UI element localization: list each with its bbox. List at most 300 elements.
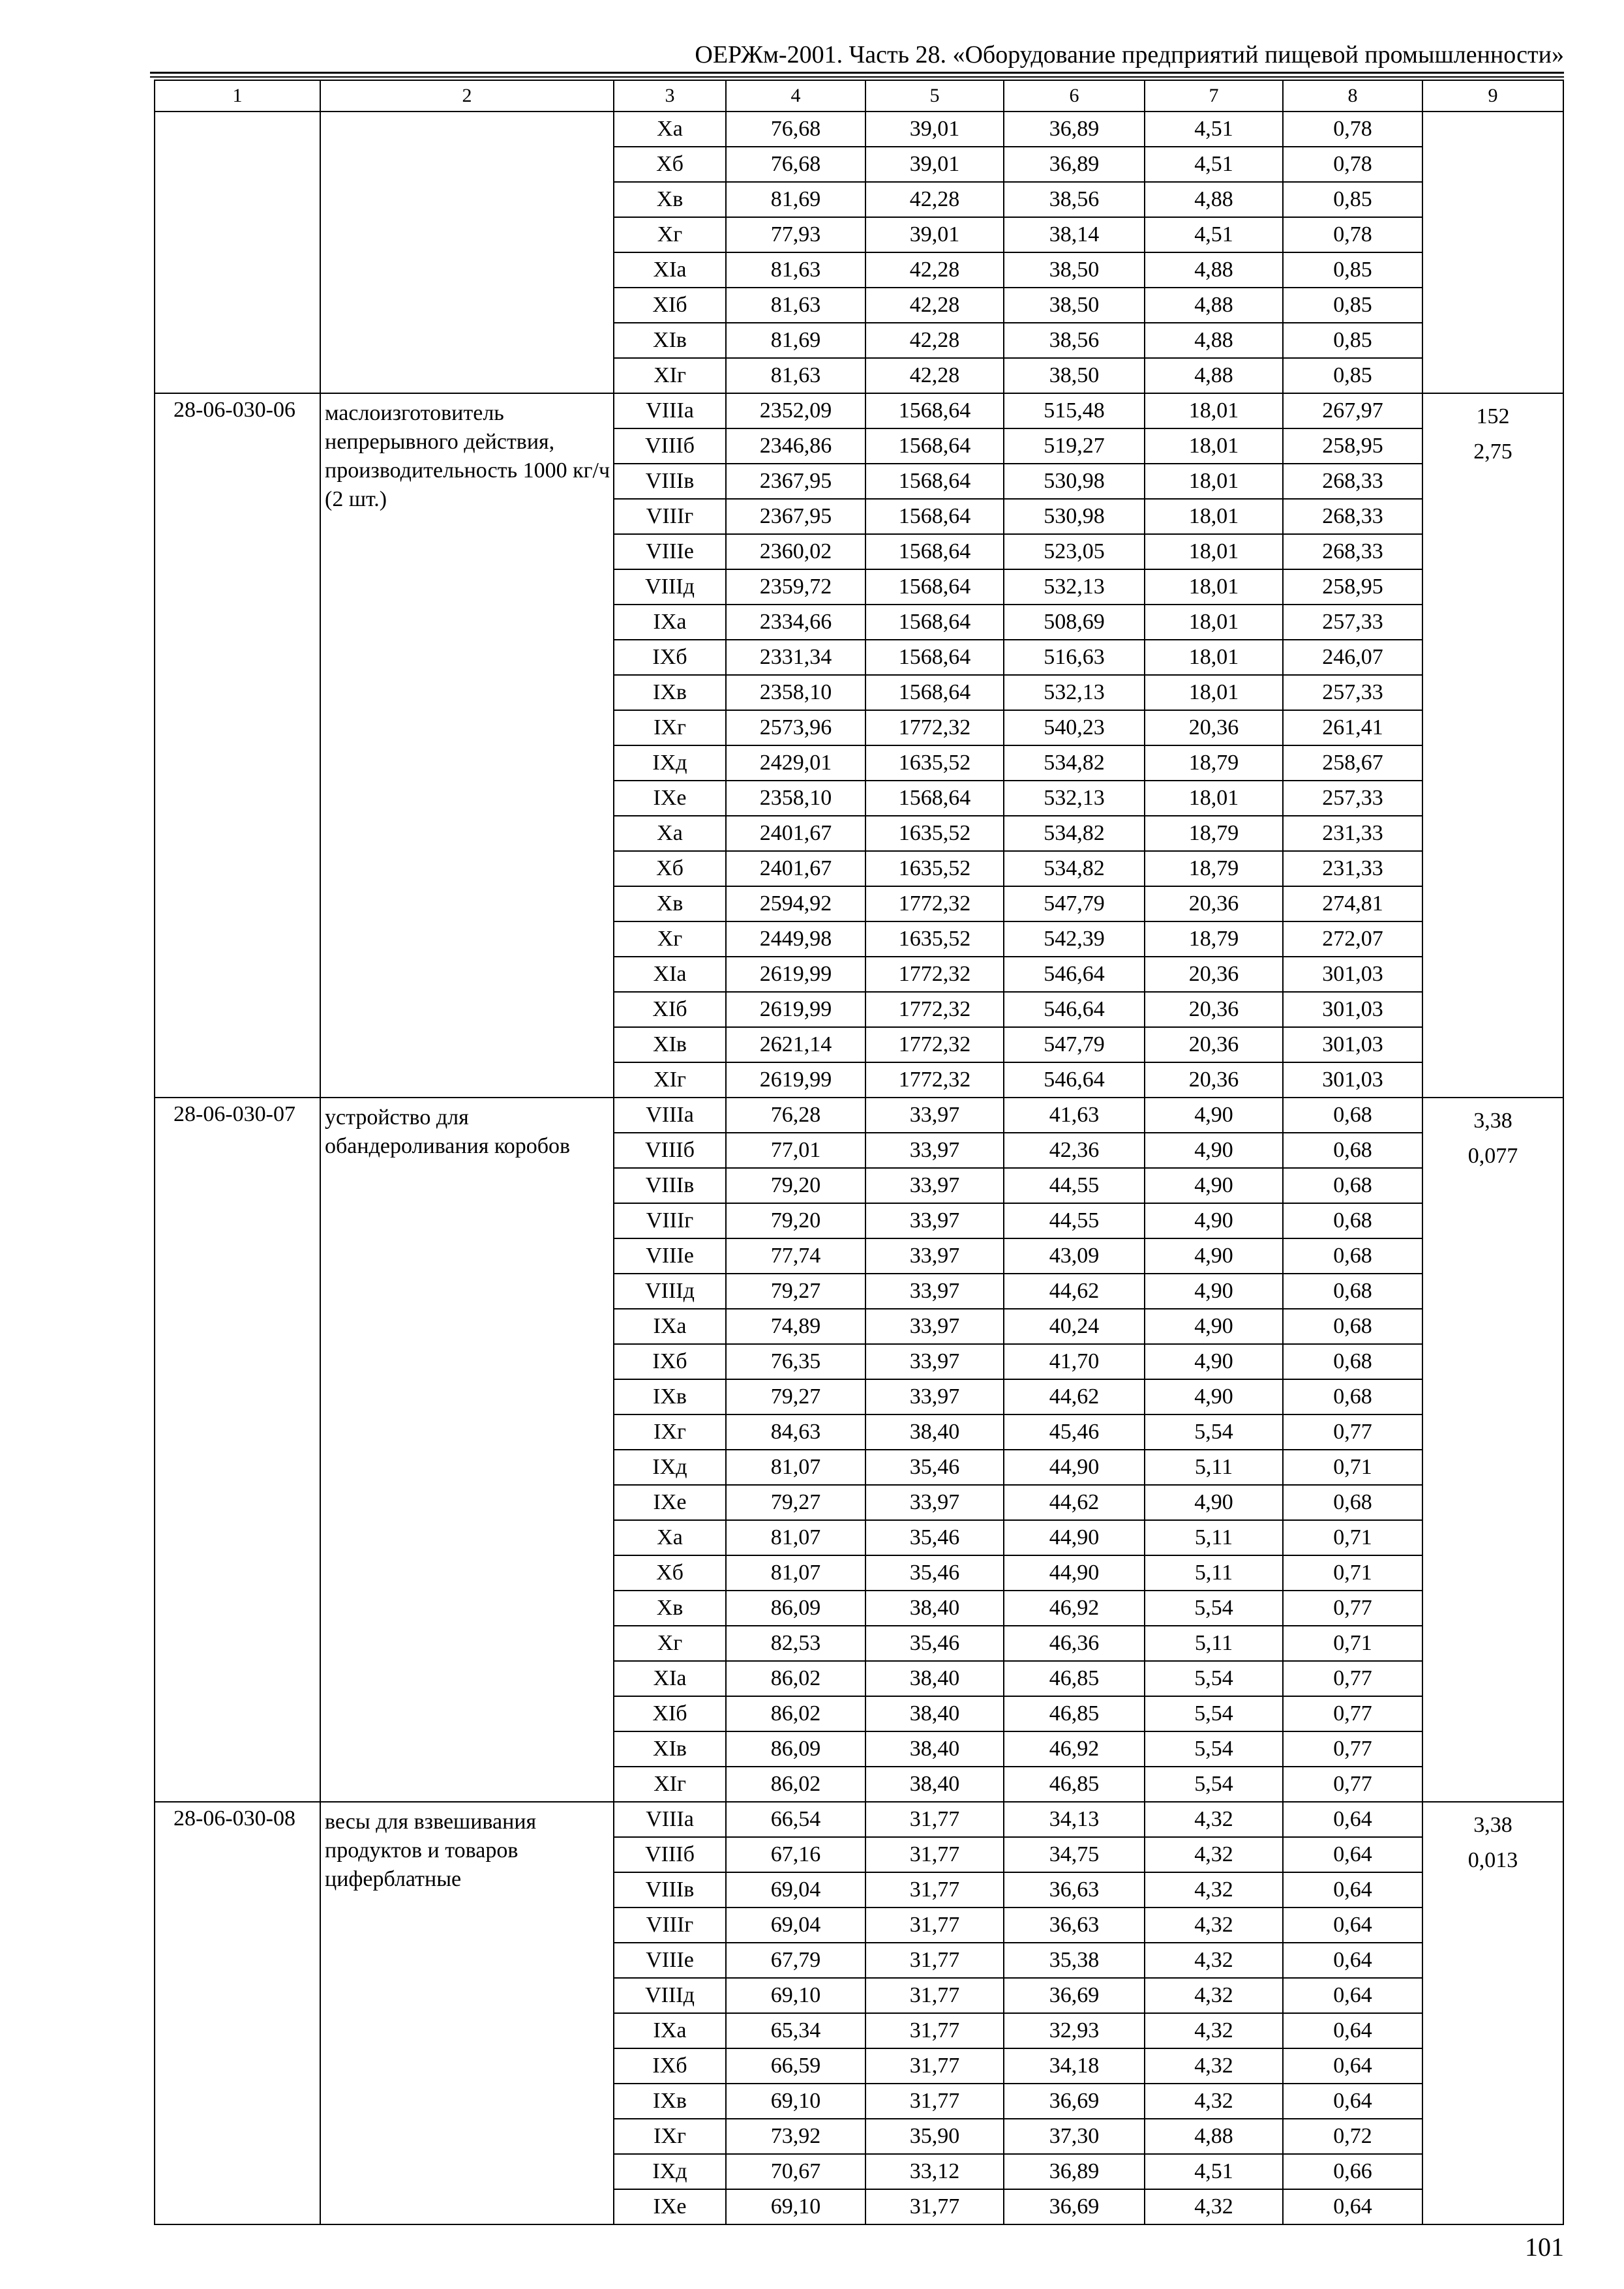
value-cell: 540,23 — [1004, 710, 1145, 745]
value-cell: 0,77 — [1283, 1696, 1422, 1731]
value-cell: 2367,95 — [726, 464, 865, 499]
column-9-cell — [1422, 393, 1563, 1098]
zone-cell: Xa — [614, 816, 726, 851]
value-cell: 20,36 — [1145, 886, 1283, 921]
value-cell: 44,90 — [1004, 1450, 1145, 1485]
zone-cell: Xг — [614, 921, 726, 957]
value-cell: 0,64 — [1283, 1802, 1422, 1837]
column-number-4: 4 — [726, 80, 865, 112]
value-cell: 2621,14 — [726, 1027, 865, 1062]
value-cell: 31,77 — [865, 1872, 1004, 1908]
value-cell: 79,27 — [726, 1485, 865, 1520]
value-cell: 2367,95 — [726, 499, 865, 534]
zone-cell: IXв — [614, 2084, 726, 2119]
value-cell: 0,71 — [1283, 1555, 1422, 1591]
value-cell: 2573,96 — [726, 710, 865, 745]
zone-cell: VIIIб — [614, 1133, 726, 1168]
column-number-9: 9 — [1422, 80, 1563, 112]
value-cell: 69,04 — [726, 1908, 865, 1943]
zone-cell: IXe — [614, 2189, 726, 2224]
header-rule-thin — [150, 76, 1564, 78]
value-cell: 65,34 — [726, 2013, 865, 2048]
value-cell: 0,77 — [1283, 1767, 1422, 1802]
value-cell: 546,64 — [1004, 992, 1145, 1027]
value-cell: 46,85 — [1004, 1661, 1145, 1696]
column-number-row — [155, 80, 1563, 112]
column-9-value: 3,38 — [1473, 1109, 1512, 1133]
column-9-value: 152 — [1476, 404, 1510, 428]
value-cell: 1772,32 — [865, 1027, 1004, 1062]
value-cell: 0,64 — [1283, 2189, 1422, 2224]
zone-cell: IXб — [614, 2048, 726, 2084]
value-cell: 77,74 — [726, 1238, 865, 1274]
zone-cell: IXб — [614, 1344, 726, 1379]
value-cell: 86,02 — [726, 1767, 865, 1802]
value-cell: 18,01 — [1145, 569, 1283, 605]
value-cell: 268,33 — [1283, 464, 1422, 499]
value-cell: 36,89 — [1004, 147, 1145, 182]
zone-cell: XIг — [614, 358, 726, 393]
zone-cell: Xв — [614, 182, 726, 217]
rate-code-cell: 28-06-030-06 — [155, 393, 320, 1098]
value-cell: 74,89 — [726, 1309, 865, 1344]
zone-cell: Xб — [614, 1555, 726, 1591]
value-cell: 86,09 — [726, 1731, 865, 1767]
value-cell: 31,77 — [865, 2189, 1004, 2224]
value-cell: 5,11 — [1145, 1626, 1283, 1661]
equipment-name-cell — [320, 112, 614, 393]
value-cell: 534,82 — [1004, 816, 1145, 851]
value-cell: 44,55 — [1004, 1203, 1145, 1238]
value-cell: 2346,86 — [726, 428, 865, 464]
zone-cell: XIв — [614, 1027, 726, 1062]
column-number-2: 2 — [320, 80, 614, 112]
value-cell: 4,90 — [1145, 1133, 1283, 1168]
value-cell: 0,78 — [1283, 147, 1422, 182]
value-cell: 4,90 — [1145, 1203, 1283, 1238]
value-cell: 1772,32 — [865, 992, 1004, 1027]
value-cell: 76,28 — [726, 1098, 865, 1133]
zone-cell: Xa — [614, 112, 726, 147]
value-cell: 0,78 — [1283, 217, 1422, 252]
value-cell: 2334,66 — [726, 605, 865, 640]
value-cell: 39,01 — [865, 147, 1004, 182]
value-cell: 38,40 — [865, 1591, 1004, 1626]
zone-cell: IXд — [614, 745, 726, 781]
value-cell: 2358,10 — [726, 675, 865, 710]
zone-cell: VIIIд — [614, 1274, 726, 1309]
value-cell: 4,32 — [1145, 1837, 1283, 1872]
value-cell: 0,77 — [1283, 1661, 1422, 1696]
value-cell: 34,75 — [1004, 1837, 1145, 1872]
value-cell: 2619,99 — [726, 992, 865, 1027]
rate-code-cell: 28-06-030-08 — [155, 1802, 320, 2224]
value-cell: 44,62 — [1004, 1485, 1145, 1520]
value-cell: 1772,32 — [865, 710, 1004, 745]
zone-cell: VIIIб — [614, 1837, 726, 1872]
value-cell: 31,77 — [865, 2048, 1004, 2084]
column-number-8: 8 — [1283, 80, 1422, 112]
value-cell: 18,01 — [1145, 464, 1283, 499]
table-body — [155, 80, 1563, 2224]
value-cell: 4,32 — [1145, 1978, 1283, 2013]
value-cell: 81,63 — [726, 252, 865, 288]
table-row — [155, 1802, 1563, 1837]
value-cell: 515,48 — [1004, 393, 1145, 428]
value-cell: 258,95 — [1283, 569, 1422, 605]
value-cell: 0,85 — [1283, 288, 1422, 323]
value-cell: 36,63 — [1004, 1908, 1145, 1943]
value-cell: 0,64 — [1283, 1943, 1422, 1978]
zone-cell: IXa — [614, 1309, 726, 1344]
value-cell: 0,68 — [1283, 1309, 1422, 1344]
value-cell: 32,93 — [1004, 2013, 1145, 2048]
value-cell: 31,77 — [865, 1908, 1004, 1943]
value-cell: 546,64 — [1004, 957, 1145, 992]
zone-cell: XIв — [614, 1731, 726, 1767]
value-cell: 73,92 — [726, 2119, 865, 2154]
value-cell: 1568,64 — [865, 464, 1004, 499]
value-cell: 40,24 — [1004, 1309, 1145, 1344]
value-cell: 36,89 — [1004, 2154, 1145, 2189]
value-cell: 4,90 — [1145, 1168, 1283, 1203]
value-cell: 0,64 — [1283, 1908, 1422, 1943]
value-cell: 67,79 — [726, 1943, 865, 1978]
value-cell: 532,13 — [1004, 675, 1145, 710]
value-cell: 35,46 — [865, 1520, 1004, 1555]
value-cell: 18,01 — [1145, 428, 1283, 464]
zone-cell: Xa — [614, 1520, 726, 1555]
value-cell: 0,64 — [1283, 1978, 1422, 2013]
value-cell: 33,12 — [865, 2154, 1004, 2189]
value-cell: 81,07 — [726, 1450, 865, 1485]
value-cell: 4,90 — [1145, 1238, 1283, 1274]
value-cell: 69,10 — [726, 2084, 865, 2119]
value-cell: 82,53 — [726, 1626, 865, 1661]
value-cell: 534,82 — [1004, 745, 1145, 781]
value-cell: 0,85 — [1283, 358, 1422, 393]
value-cell: 38,40 — [865, 1767, 1004, 1802]
value-cell: 38,56 — [1004, 182, 1145, 217]
value-cell: 79,20 — [726, 1203, 865, 1238]
zone-cell: XIг — [614, 1767, 726, 1802]
value-cell: 44,62 — [1004, 1379, 1145, 1414]
value-cell: 542,39 — [1004, 921, 1145, 957]
value-cell: 274,81 — [1283, 886, 1422, 921]
column-9-value: 3,38 — [1473, 1813, 1512, 1837]
column-9-value: 2,75 — [1473, 440, 1512, 464]
value-cell: 34,18 — [1004, 2048, 1145, 2084]
zone-cell: VIIIa — [614, 1802, 726, 1837]
value-cell: 33,97 — [865, 1309, 1004, 1344]
value-cell: 31,77 — [865, 1802, 1004, 1837]
value-cell: 2331,34 — [726, 640, 865, 675]
value-cell: 1568,64 — [865, 534, 1004, 569]
value-cell: 0,68 — [1283, 1379, 1422, 1414]
zone-cell: Xв — [614, 1591, 726, 1626]
zone-cell: Xг — [614, 217, 726, 252]
value-cell: 1635,52 — [865, 921, 1004, 957]
value-cell: 46,36 — [1004, 1626, 1145, 1661]
value-cell: 0,85 — [1283, 182, 1422, 217]
value-cell: 530,98 — [1004, 464, 1145, 499]
value-cell: 0,68 — [1283, 1203, 1422, 1238]
value-cell: 2449,98 — [726, 921, 865, 957]
zone-cell: VIIIe — [614, 1238, 726, 1274]
value-cell: 231,33 — [1283, 816, 1422, 851]
zone-cell: IXд — [614, 1450, 726, 1485]
column-9-cell — [1422, 1802, 1563, 2224]
zone-cell: XIг — [614, 1062, 726, 1098]
value-cell: 66,54 — [726, 1802, 865, 1837]
zone-cell: XIa — [614, 252, 726, 288]
value-cell: 41,63 — [1004, 1098, 1145, 1133]
column-number-6: 6 — [1004, 80, 1145, 112]
value-cell: 1568,64 — [865, 675, 1004, 710]
value-cell: 18,79 — [1145, 851, 1283, 886]
value-cell: 18,01 — [1145, 675, 1283, 710]
value-cell: 86,02 — [726, 1696, 865, 1731]
column-9-value: 0,077 — [1467, 1144, 1518, 1168]
zone-cell: VIIIв — [614, 1168, 726, 1203]
table-row — [155, 393, 1563, 428]
value-cell: 42,36 — [1004, 1133, 1145, 1168]
zone-cell: VIIIв — [614, 464, 726, 499]
zone-cell: IXд — [614, 2154, 726, 2189]
value-cell: 1568,64 — [865, 569, 1004, 605]
column-9-cell — [1422, 112, 1563, 393]
value-cell: 1635,52 — [865, 851, 1004, 886]
value-cell: 38,40 — [865, 1661, 1004, 1696]
value-cell: 39,01 — [865, 112, 1004, 147]
value-cell: 84,63 — [726, 1414, 865, 1450]
rate-code-cell: 28-06-030-07 — [155, 1098, 320, 1802]
zone-cell: VIIIe — [614, 1943, 726, 1978]
value-cell: 42,28 — [865, 323, 1004, 358]
value-cell: 77,01 — [726, 1133, 865, 1168]
value-cell: 18,01 — [1145, 781, 1283, 816]
value-cell: 76,68 — [726, 112, 865, 147]
value-cell: 2352,09 — [726, 393, 865, 428]
zone-cell: VIIIв — [614, 1872, 726, 1908]
value-cell: 44,62 — [1004, 1274, 1145, 1309]
value-cell: 532,13 — [1004, 569, 1145, 605]
value-cell: 81,07 — [726, 1520, 865, 1555]
value-cell: 4,32 — [1145, 2084, 1283, 2119]
value-cell: 81,63 — [726, 358, 865, 393]
value-cell: 79,27 — [726, 1274, 865, 1309]
value-cell: 81,69 — [726, 323, 865, 358]
value-cell: 0,77 — [1283, 1414, 1422, 1450]
zone-cell: IXг — [614, 710, 726, 745]
value-cell: 4,32 — [1145, 1802, 1283, 1837]
value-cell: 31,77 — [865, 1837, 1004, 1872]
value-cell: 46,92 — [1004, 1731, 1145, 1767]
value-cell: 20,36 — [1145, 1027, 1283, 1062]
value-cell: 0,85 — [1283, 323, 1422, 358]
zone-cell: IXб — [614, 640, 726, 675]
zone-cell: Xб — [614, 851, 726, 886]
zone-cell: IXe — [614, 781, 726, 816]
zone-cell: XIб — [614, 1696, 726, 1731]
value-cell: 4,32 — [1145, 2189, 1283, 2224]
value-cell: 546,64 — [1004, 1062, 1145, 1098]
value-cell: 36,69 — [1004, 2189, 1145, 2224]
value-cell: 1568,64 — [865, 640, 1004, 675]
zone-cell: IXг — [614, 2119, 726, 2154]
zone-cell: VIIIa — [614, 1098, 726, 1133]
zone-cell: XIб — [614, 288, 726, 323]
value-cell: 516,63 — [1004, 640, 1145, 675]
value-cell: 70,67 — [726, 2154, 865, 2189]
value-cell: 4,32 — [1145, 2013, 1283, 2048]
page-number: 101 — [1525, 2232, 1564, 2262]
value-cell: 20,36 — [1145, 957, 1283, 992]
value-cell: 46,85 — [1004, 1696, 1145, 1731]
value-cell: 66,59 — [726, 2048, 865, 2084]
value-cell: 0,68 — [1283, 1274, 1422, 1309]
value-cell: 33,97 — [865, 1344, 1004, 1379]
value-cell: 258,67 — [1283, 745, 1422, 781]
value-cell: 267,97 — [1283, 393, 1422, 428]
zone-cell: XIa — [614, 1661, 726, 1696]
value-cell: 2401,67 — [726, 816, 865, 851]
value-cell: 67,16 — [726, 1837, 865, 1872]
value-cell: 4,88 — [1145, 182, 1283, 217]
value-cell: 81,07 — [726, 1555, 865, 1591]
column-number-7: 7 — [1145, 80, 1283, 112]
value-cell: 246,07 — [1283, 640, 1422, 675]
zone-cell: VIIIд — [614, 1978, 726, 2013]
value-cell: 2358,10 — [726, 781, 865, 816]
value-cell: 301,03 — [1283, 1027, 1422, 1062]
value-cell: 46,92 — [1004, 1591, 1145, 1626]
value-cell: 4,51 — [1145, 112, 1283, 147]
value-cell: 0,71 — [1283, 1520, 1422, 1555]
value-cell: 34,13 — [1004, 1802, 1145, 1837]
value-cell: 38,50 — [1004, 288, 1145, 323]
value-cell: 4,51 — [1145, 217, 1283, 252]
value-cell: 18,79 — [1145, 921, 1283, 957]
value-cell: 1772,32 — [865, 1062, 1004, 1098]
value-cell: 1568,64 — [865, 605, 1004, 640]
value-cell: 519,27 — [1004, 428, 1145, 464]
value-cell: 4,51 — [1145, 147, 1283, 182]
value-cell: 0,68 — [1283, 1168, 1422, 1203]
value-cell: 5,11 — [1145, 1520, 1283, 1555]
zone-cell: VIIIe — [614, 534, 726, 569]
value-cell: 37,30 — [1004, 2119, 1145, 2154]
value-cell: 5,54 — [1145, 1731, 1283, 1767]
value-cell: 272,07 — [1283, 921, 1422, 957]
zone-cell: VIIIг — [614, 1203, 726, 1238]
value-cell: 2401,67 — [726, 851, 865, 886]
value-cell: 86,09 — [726, 1591, 865, 1626]
value-cell: 0,72 — [1283, 2119, 1422, 2154]
value-cell: 4,90 — [1145, 1344, 1283, 1379]
value-cell: 31,77 — [865, 1978, 1004, 2013]
value-cell: 18,01 — [1145, 605, 1283, 640]
value-cell: 0,66 — [1283, 2154, 1422, 2189]
value-cell: 4,88 — [1145, 288, 1283, 323]
value-cell: 69,04 — [726, 1872, 865, 1908]
value-cell: 4,88 — [1145, 2119, 1283, 2154]
zone-cell: IXв — [614, 1379, 726, 1414]
value-cell: 33,97 — [865, 1133, 1004, 1168]
value-cell: 4,88 — [1145, 252, 1283, 288]
value-cell: 231,33 — [1283, 851, 1422, 886]
value-cell: 81,69 — [726, 182, 865, 217]
value-cell: 44,90 — [1004, 1555, 1145, 1591]
value-cell: 42,28 — [865, 252, 1004, 288]
value-cell: 42,28 — [865, 288, 1004, 323]
value-cell: 42,28 — [865, 358, 1004, 393]
value-cell: 5,54 — [1145, 1591, 1283, 1626]
table-row — [155, 112, 1563, 147]
value-cell: 0,64 — [1283, 1837, 1422, 1872]
value-cell: 2429,01 — [726, 745, 865, 781]
zone-cell: Xв — [614, 886, 726, 921]
value-cell: 0,68 — [1283, 1238, 1422, 1274]
zone-cell: XIб — [614, 992, 726, 1027]
value-cell: 44,90 — [1004, 1520, 1145, 1555]
value-cell: 0,77 — [1283, 1731, 1422, 1767]
value-cell: 31,77 — [865, 2084, 1004, 2119]
rates-table — [154, 80, 1564, 2225]
value-cell: 0,78 — [1283, 112, 1422, 147]
zone-cell: VIIIд — [614, 569, 726, 605]
value-cell: 79,20 — [726, 1168, 865, 1203]
value-cell: 268,33 — [1283, 499, 1422, 534]
value-cell: 36,63 — [1004, 1872, 1145, 1908]
value-cell: 35,46 — [865, 1450, 1004, 1485]
column-number-1: 1 — [155, 80, 320, 112]
value-cell: 257,33 — [1283, 781, 1422, 816]
value-cell: 33,97 — [865, 1238, 1004, 1274]
value-cell: 18,01 — [1145, 640, 1283, 675]
value-cell: 38,56 — [1004, 323, 1145, 358]
value-cell: 4,32 — [1145, 1872, 1283, 1908]
value-cell: 76,68 — [726, 147, 865, 182]
value-cell: 257,33 — [1283, 605, 1422, 640]
zone-cell: IXa — [614, 605, 726, 640]
value-cell: 4,88 — [1145, 323, 1283, 358]
value-cell: 81,63 — [726, 288, 865, 323]
value-cell: 31,77 — [865, 1943, 1004, 1978]
value-cell: 1635,52 — [865, 816, 1004, 851]
column-9-cell — [1422, 1098, 1563, 1802]
value-cell: 5,54 — [1145, 1696, 1283, 1731]
zone-cell: VIIIa — [614, 393, 726, 428]
zone-cell: Xг — [614, 1626, 726, 1661]
value-cell: 43,09 — [1004, 1238, 1145, 1274]
value-cell: 2360,02 — [726, 534, 865, 569]
value-cell: 86,02 — [726, 1661, 865, 1696]
value-cell: 77,93 — [726, 217, 865, 252]
value-cell: 1635,52 — [865, 745, 1004, 781]
value-cell: 0,71 — [1283, 1626, 1422, 1661]
value-cell: 4,90 — [1145, 1379, 1283, 1414]
value-cell: 1568,64 — [865, 499, 1004, 534]
value-cell: 20,36 — [1145, 1062, 1283, 1098]
value-cell: 257,33 — [1283, 675, 1422, 710]
value-cell: 33,97 — [865, 1274, 1004, 1309]
value-cell: 4,90 — [1145, 1098, 1283, 1133]
value-cell: 18,01 — [1145, 393, 1283, 428]
value-cell: 530,98 — [1004, 499, 1145, 534]
zone-cell: XIв — [614, 323, 726, 358]
value-cell: 4,88 — [1145, 358, 1283, 393]
